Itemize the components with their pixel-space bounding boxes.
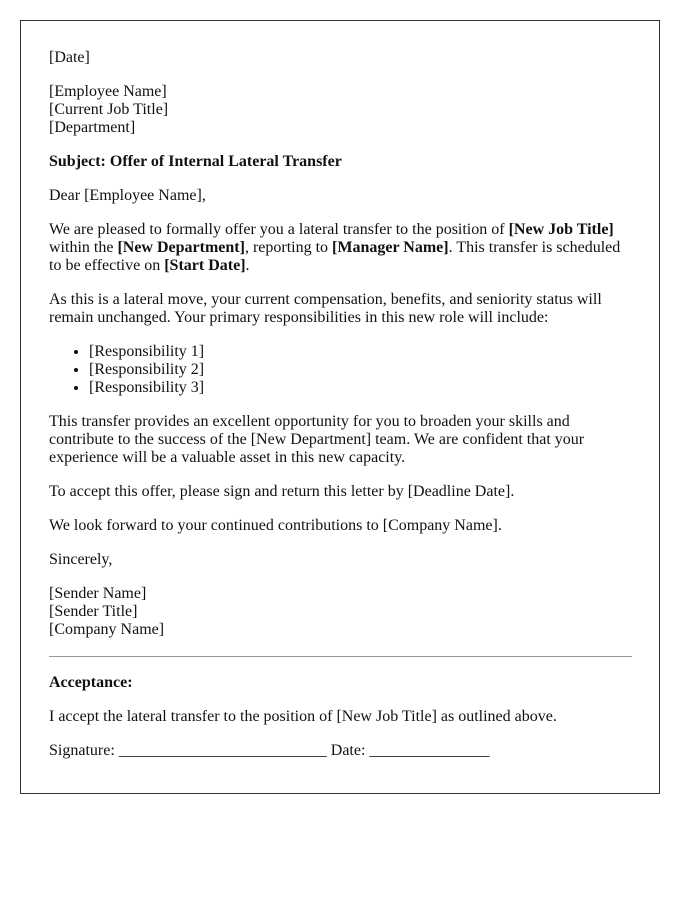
- new-job-title: [New Job Title]: [508, 221, 614, 238]
- recipient-title: [Current Job Title]: [49, 101, 169, 118]
- acceptance-heading: Acceptance:: [49, 674, 133, 691]
- sender-company: [Company Name]: [49, 621, 165, 638]
- date-field[interactable]: _______________: [369, 742, 490, 759]
- offer-text-5: .: [245, 257, 250, 274]
- offer-text-2: within the: [49, 239, 118, 256]
- manager-name: [Manager Name]: [332, 239, 449, 256]
- paragraph-opportunity: This transfer provides an excellent opportunity for you to broaden your skills and contribute to the success of the [New Department] team. We are confident that your experience will be a valuable asset in this new capacity.: [49, 413, 585, 466]
- offer-text-3: , reporting to: [244, 239, 333, 256]
- letter-document: [20, 20, 660, 794]
- recipient-name: [Employee Name]: [49, 83, 167, 100]
- paragraph-offer: [49, 221, 631, 275]
- subject-line: Subject: Offer of Internal Lateral Transfer: [49, 153, 342, 170]
- signature-label: Signature:: [49, 742, 115, 759]
- signature-row: [49, 742, 631, 760]
- paragraph-deadline: To accept this offer, please sign and return this letter by [Deadline Date].: [49, 483, 515, 500]
- responsibility-item: • [Responsibility 1]: [89, 343, 631, 361]
- responsibility-item: • [Responsibility 3]: [89, 379, 631, 397]
- paragraph-closing-remark: We look forward to your continued contributions to [Company Name].: [49, 517, 502, 534]
- section-divider: [49, 656, 632, 657]
- recipient-department: [Department]: [49, 119, 136, 136]
- offer-text-4: . This transfer is scheduled to be effective on: [49, 239, 621, 274]
- letter-date: [Date]: [49, 49, 90, 66]
- closing: Sincerely,: [49, 551, 113, 568]
- sender-name: [Sender Name]: [49, 585, 147, 602]
- sender-block: [49, 585, 631, 639]
- new-department: [New Department]: [117, 239, 245, 256]
- responsibility-item: • [Responsibility 2]: [89, 361, 631, 379]
- responsibilities-list: [49, 343, 631, 397]
- signature-field[interactable]: __________________________: [118, 742, 327, 759]
- start-date: [Start Date]: [164, 257, 246, 274]
- sender-title: [Sender Title]: [49, 603, 138, 620]
- offer-text-1: We are pleased to formally offer you a lateral transfer to the position of: [49, 221, 509, 238]
- paragraph-compensation: As this is a lateral move, your current compensation, benefits, and seniority status will remain unchanged. Your primary responsibilities in this new role will include:: [49, 291, 602, 326]
- salutation: Dear [Employee Name],: [49, 187, 206, 204]
- recipient-block: [49, 83, 631, 137]
- date-label: Date:: [330, 742, 366, 759]
- acceptance-statement: I accept the lateral transfer to the position of [New Job Title] as outlined above.: [49, 708, 557, 725]
